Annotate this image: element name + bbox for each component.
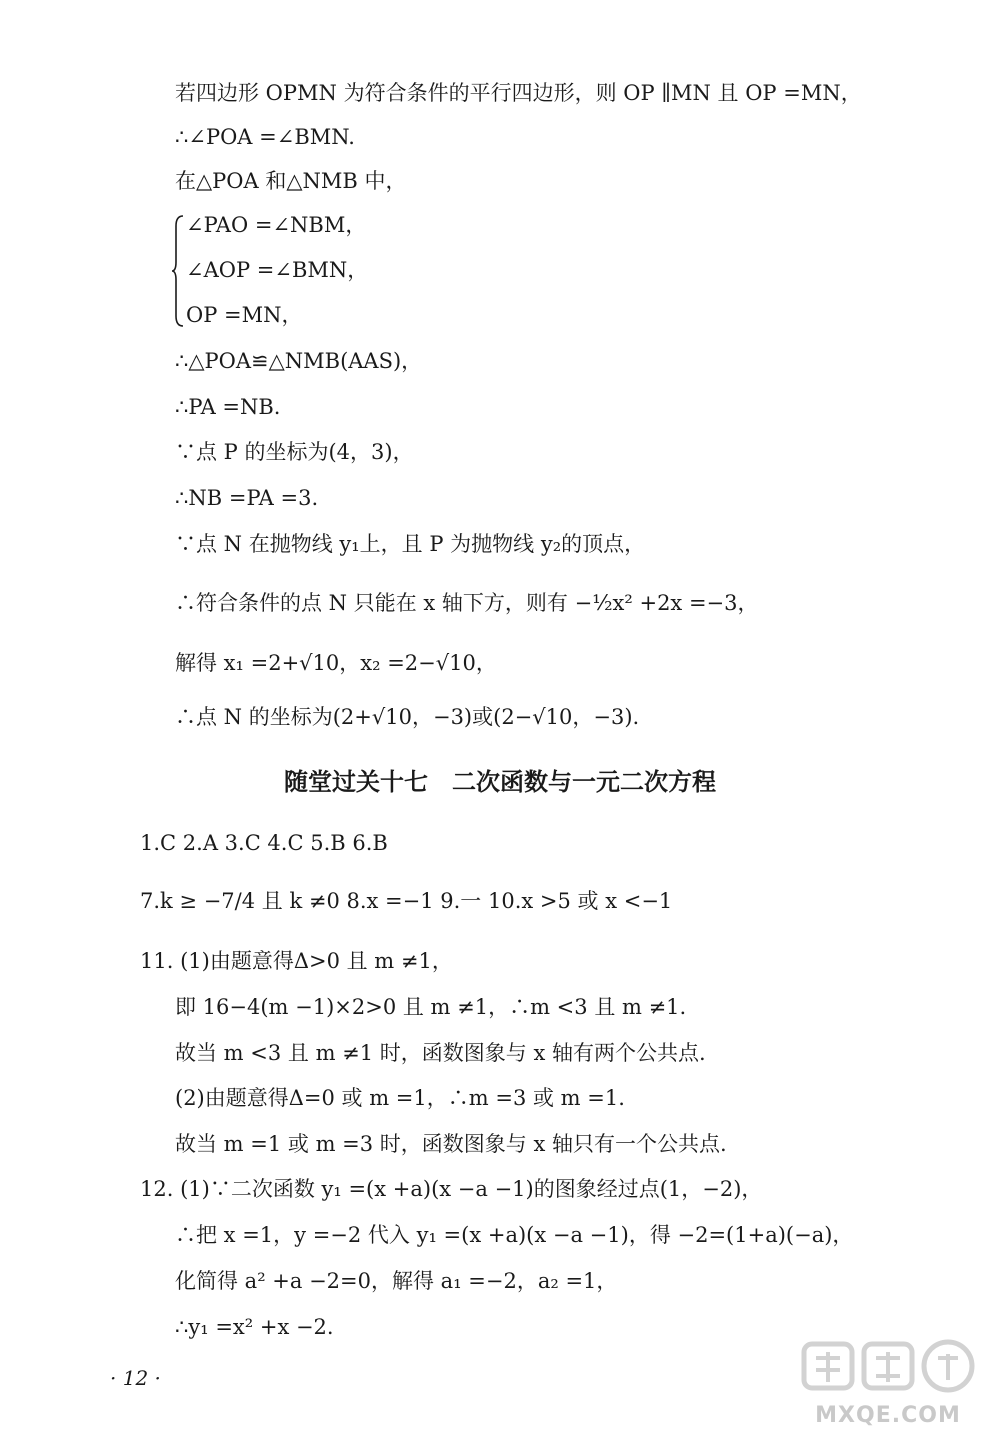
text-line: 即 16−4(m −1)×2>0 且 m ≠1，∴m <3 且 m ≠1. bbox=[175, 995, 687, 1019]
text-line: ∴y₁ =x² +x −2. bbox=[175, 1315, 334, 1339]
text-line: ∵点 N 在抛物线 y₁上，且 P 为抛物线 y₂的顶点， bbox=[175, 532, 646, 556]
text-line: 化简得 a² +a −2=0，解得 a₁ =−2，a₂ =1， bbox=[175, 1269, 618, 1293]
text-line: ∴点 N 的坐标为(2+√10，−3)或(2−√10，−3). bbox=[175, 705, 640, 729]
text-line: ∴把 x =1，y =−2 代入 y₁ =(x +a)(x −a −1)，得 −2=(1+a)(−a)， bbox=[175, 1223, 854, 1247]
section-heading: 随堂过关十七 二次函数与一元二次方程 bbox=[284, 768, 716, 796]
text-line: ∠PAO =∠NBM， bbox=[186, 213, 367, 237]
text-line: (2)由题意得Δ=0 或 m =1，∴m =3 或 m =1. bbox=[175, 1086, 625, 1110]
text-line: OP =MN， bbox=[186, 303, 303, 327]
text-line: 12. (1)∵二次函数 y₁ =(x +a)(x −a −1)的图象经过点(1，−2)， bbox=[140, 1177, 763, 1201]
text-line: 若四边形 OPMN 为符合条件的平行四边形，则 OP ∥MN 且 OP =MN， bbox=[175, 81, 862, 105]
text-line: 故当 m =1 或 m =3 时，函数图象与 x 轴只有一个公共点. bbox=[175, 1132, 727, 1156]
text-line: ∴△POA≌△NMB(AAS)， bbox=[175, 349, 423, 373]
equation-system-brace bbox=[171, 214, 185, 328]
text-line: 在△POA 和△NMB 中， bbox=[175, 169, 407, 193]
text-line: ∠AOP =∠BMN， bbox=[186, 258, 369, 282]
text-line: 7.k ≥ −7/4 且 k ≠0 8.x =−1 9.一 10.x >5 或 x <−1 bbox=[140, 889, 673, 913]
text-line: 解得 x₁ =2+√10，x₂ =2−√10， bbox=[175, 651, 497, 675]
watermark-icon bbox=[800, 1336, 976, 1396]
text-line: ∵点 P 的坐标为(4，3)， bbox=[175, 440, 414, 464]
watermark-text: MXQE.COM bbox=[815, 1403, 961, 1428]
text-line: 故当 m <3 且 m ≠1 时，函数图象与 x 轴有两个公共点. bbox=[175, 1041, 706, 1065]
text-line: ∴∠POA =∠BMN. bbox=[175, 125, 355, 149]
text-line: 1.C 2.A 3.C 4.C 5.B 6.B bbox=[140, 831, 388, 855]
text-line: ∴符合条件的点 N 只能在 x 轴下方，则有 −½x² +2x =−3， bbox=[175, 591, 759, 615]
page-number: · 12 · bbox=[110, 1366, 161, 1390]
text-line: ∴NB =PA =3. bbox=[175, 486, 319, 510]
text-line: ∴PA =NB. bbox=[175, 395, 281, 419]
text-line: 11. (1)由题意得Δ>0 且 m ≠1， bbox=[140, 949, 453, 973]
watermark-logo bbox=[788, 1332, 988, 1432]
